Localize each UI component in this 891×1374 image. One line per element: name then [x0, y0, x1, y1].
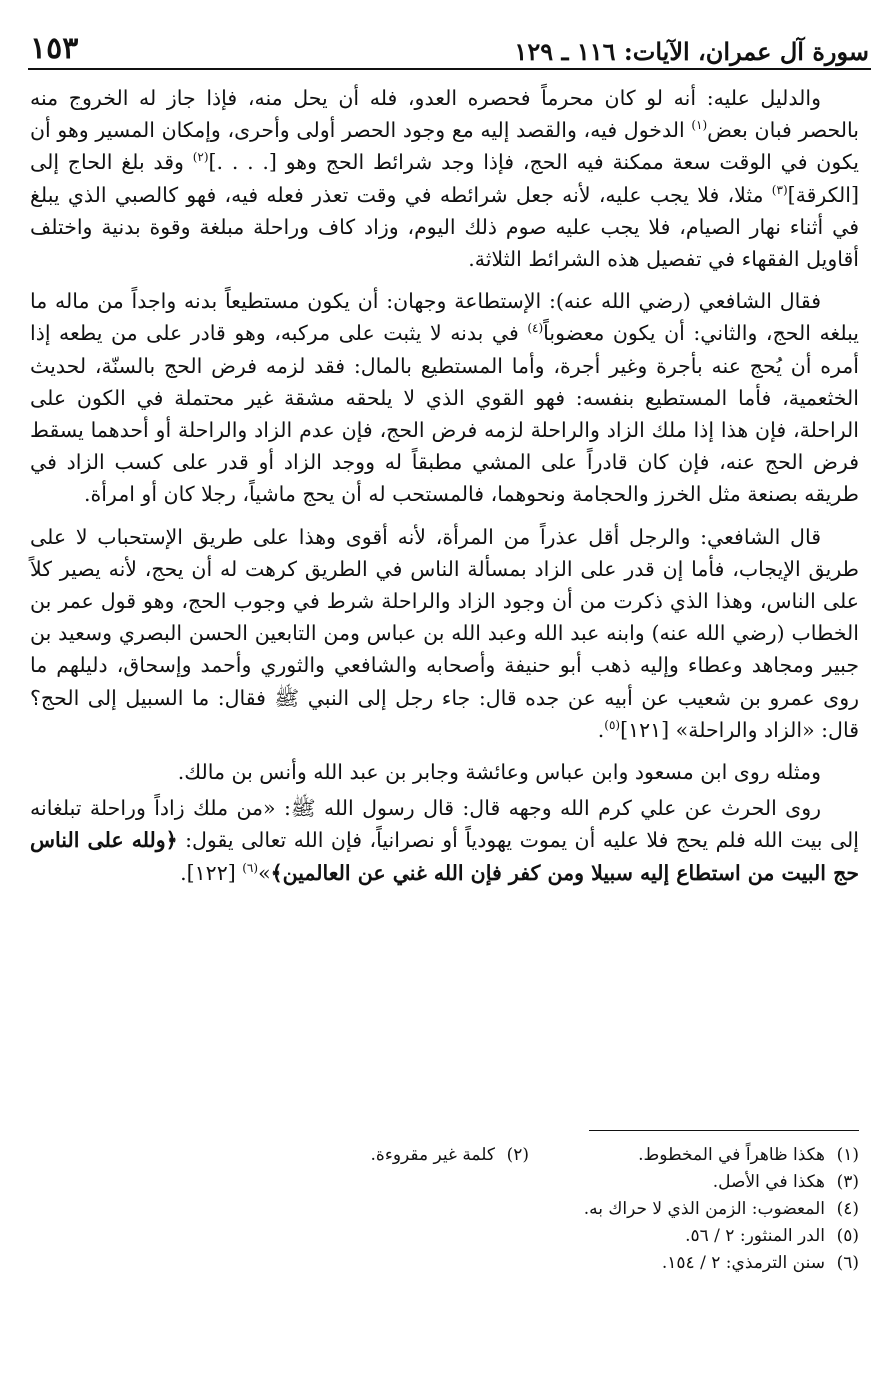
text-segment: في بدنه لا يثبت على مركبه، وهو قادر على من يطعه إذا أمره أن يُحج عنه بأجرة وغير أجرة، وأما المستطيع بالمال: فقد لزمه فرض الحج بالسنّة، لحديث الخثعمية، فأما المستطيع بنفسه: فهو القوي الذي لا يلحقه مشقة غير محتملة في الكون على الراحلة، فإن هذا إذا ملك الزاد والراحلة لزمه فرض الحج، فإن عدم الزاد والراحلة أو أحدهما يسقط فرض الحج عنه، فإن كان قادراً على المشي مطبقاً له ووجد الزاد أو قدر على كسب الزاد في طريقه بصنعة مثل الخرز والحجامة ونحوهما، فالمستحب له أن يحج ماشياً، رجلا كان أو امرأة. — [30, 321, 859, 507]
footnote-2 — [199, 1142, 529, 1169]
footnote-rule — [589, 1130, 859, 1131]
footnote-text: هكذا ظاهراً في المخطوط. — [638, 1145, 825, 1165]
main-text — [30, 82, 859, 899]
footnote-number: (٤) — [836, 1199, 859, 1219]
text-segment: روى الحرث عن علي كرم الله وجهه قال: قال رسول الله ﷺ: «من ملك زاداً وراحلة تبلغانه إلى بيت الله فلم يحج فلا عليه أن يموت يهودياً أو نصرانياً، فإن الله تعالى يقول: — [30, 796, 859, 853]
text-segment: قال الشافعي: والرجل أقل عذراً من المرأة، لأنه أقوى وهذا على طريق الإستحباب لا على طريق الإيجاب، فأما إن قدر على الزاد بمسألة الناس في الطريق كرهت له أن يحج، لأنه يصير كلاً على الناس، وهذا الذي ذكرت من أن وجود الزاد والراحلة شرط في وجوب الحج، وهو قول عمر بن الخطاب (رضي الله عنه) وابنه عبد الله وعبد الله بن عباس ومن التابعين الحسن البصري وسعيد بن جبير ومجاهد وعطاء وإليه ذهب أبو حنيفة وأصحابه والشافعي والثوري وأحمد وإسحاق، دليلهم ما روى عمرو بن شعيب عن أبيه عن جده قال: جاء رجل إلى النبي ﷺ فقال: ما السبيل إلى الحج؟ قال: «الزاد والراحلة» [١٢١] — [30, 524, 859, 742]
footnote-row — [60, 1250, 859, 1277]
footnote-marker: (١) — [691, 118, 708, 133]
footnote-text: كلمة غير مقروءة. — [370, 1145, 495, 1165]
footnote-number: (١) — [836, 1145, 859, 1165]
footnote-5 — [529, 1223, 859, 1250]
text-segment: فقال الشافعي (رضي الله عنه): الإستطاعة وجهان: أن يكون مستطيعاً بدنه واجداً من ماله ما يبلغه الحج، والثاني: أن يكون معضوباً — [30, 289, 860, 346]
footnote-1 — [529, 1142, 859, 1169]
text-segment: [١٢٢]. — [180, 860, 243, 885]
text-segment: مثلا، فلا يجب عليه، لأنه جعل شرائطه في وقت تعذر فعله فيه، فهو كالصبي الذي يبلغ في أثناء نهار الصيام، فلا يجب عليه صوم ذلك اليوم، وزاد كاف وراحلة مبلغة وقوة بدنية واختلف أقاويل الفقهاء في تفصيل هذه الشرائط الثلاثة. — [30, 182, 859, 272]
footnote-row — [60, 1223, 859, 1250]
text-segment: » — [258, 860, 271, 885]
footnote-6 — [529, 1250, 859, 1277]
header-rule — [28, 68, 871, 70]
paragraph — [30, 82, 859, 275]
quran-quote: ﴿ولله على الناس حج البيت من استطاع إليه سبيلا ومن كفر فإن الله غني عن العالمين﴾ — [30, 828, 859, 885]
footnote-3 — [529, 1169, 859, 1196]
footnote-text: المعضوب: الزمن الذي لا حراك به. — [583, 1199, 825, 1219]
footnote-marker: (٣) — [771, 182, 788, 197]
footnote-row — [60, 1142, 859, 1169]
footnote-row — [60, 1196, 859, 1223]
footnote-4 — [584, 1196, 859, 1223]
text-segment: ومثله روى ابن مسعود وابن عباس وعائشة وجابر بن عبد الله وأنس بن مالك. — [177, 760, 821, 785]
running-title: سورة آل عمران، الآيات: ١١٦ ـ ١٢٩ — [514, 37, 869, 66]
page-number: ١٥٣ — [30, 31, 79, 66]
paragraph — [30, 792, 859, 889]
footnote-marker: (٥) — [604, 718, 621, 733]
text-segment: . — [597, 717, 605, 742]
footnote-marker: (٢) — [192, 150, 209, 165]
paragraph — [30, 285, 859, 510]
text-segment: وقد بلغ الحاج إلى [الكرقة] — [30, 150, 859, 207]
text-segment: والدليل عليه: أنه لو كان محرماً فحصره العدو، فله أن يحل منه، فإذا جاز له الخروج منه بالحصر فبان بعض — [30, 86, 859, 143]
footnote-marker: (٦) — [242, 860, 259, 875]
text-segment: الدخول فيه، والقصد إليه مع وجود الحصر أولى وأحرى، وإمكان المسير وهو أن يكون في الوقت سعة ممكنة فيه الحج، فإذا وجد شرائط الحج وهو [. . . .] — [30, 118, 859, 175]
footnote-marker: (٤) — [527, 321, 544, 336]
paragraph — [30, 521, 859, 746]
footnote-row — [60, 1169, 859, 1196]
footnote-text: سنن الترمذي: ٢ / ١٥٤. — [661, 1253, 825, 1273]
footnote-text: هكذا في الأصل. — [712, 1172, 825, 1192]
footnotes — [60, 1142, 859, 1277]
footnote-number: (٥) — [836, 1226, 859, 1246]
footnote-number: (٢) — [506, 1145, 529, 1165]
footnote-text: الدر المنثور: ٢ / ٥٦. — [685, 1226, 825, 1246]
paragraph — [30, 756, 859, 788]
page-header — [30, 28, 869, 64]
footnote-number: (٦) — [836, 1253, 859, 1273]
footnote-number: (٣) — [836, 1172, 859, 1192]
